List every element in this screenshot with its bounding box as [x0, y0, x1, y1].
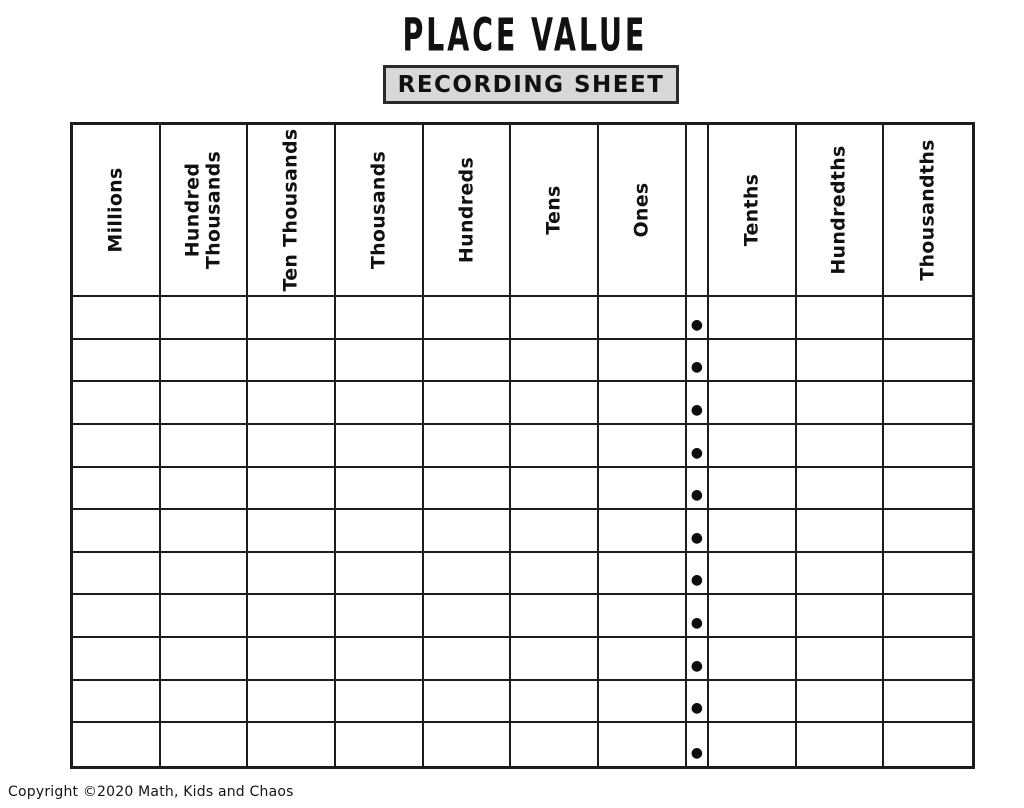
- decimal-point-cell: [687, 297, 709, 340]
- writing-cell-thousandths: [884, 681, 972, 724]
- writing-cell-millions: [73, 595, 161, 638]
- decimal-point-icon: ●: [690, 316, 703, 333]
- column-header-hundreds: [424, 125, 512, 297]
- writing-cell-thousandths: [884, 468, 972, 511]
- page-title-text: PLACE VALUE: [402, 10, 648, 63]
- subtitle-box: [383, 65, 679, 104]
- subtitle-label: RECORDING SHEET: [397, 71, 665, 98]
- decimal-point-cell: [687, 595, 709, 638]
- writing-cell-tenths: [709, 297, 797, 340]
- writing-cell-hundreds: [424, 595, 512, 638]
- writing-cell-tenths: [709, 595, 797, 638]
- column-header-hundred-thousands: [161, 125, 249, 297]
- decimal-point-cell: [687, 425, 709, 468]
- column-header-label: Ones: [630, 182, 653, 238]
- writing-cell-thousands: [336, 553, 424, 596]
- writing-cell-ones: [599, 595, 687, 638]
- decimal-point-cell: [687, 681, 709, 724]
- decimal-point-icon: ●: [690, 401, 703, 418]
- writing-cell-hundred-thousands: [161, 340, 249, 383]
- writing-cell-tenths: [709, 382, 797, 425]
- writing-cell-hundreds: [424, 553, 512, 596]
- writing-cell-thousands: [336, 723, 424, 766]
- writing-cell-thousands: [336, 297, 424, 340]
- writing-cell-millions: [73, 638, 161, 681]
- writing-cell-millions: [73, 382, 161, 425]
- writing-cell-hundredths: [797, 425, 885, 468]
- writing-cell-hundredths: [797, 595, 885, 638]
- column-header-thousands: [336, 125, 424, 297]
- writing-cell-tenths: [709, 340, 797, 383]
- writing-cell-ten-thousands: [248, 638, 336, 681]
- column-header-label: Millions: [104, 167, 127, 253]
- writing-cell-hundreds: [424, 425, 512, 468]
- writing-cell-ones: [599, 340, 687, 383]
- writing-cell-hundreds: [424, 510, 512, 553]
- writing-cell-thousandths: [884, 553, 972, 596]
- writing-cell-hundredths: [797, 468, 885, 511]
- writing-cell-hundred-thousands: [161, 638, 249, 681]
- writing-cell-hundreds: [424, 468, 512, 511]
- column-header-ten-thousands: [248, 125, 336, 297]
- column-header-hundredths: [797, 125, 885, 297]
- writing-cell-hundred-thousands: [161, 297, 249, 340]
- writing-cell-ten-thousands: [248, 425, 336, 468]
- decimal-point-icon: ●: [690, 572, 703, 589]
- writing-cell-ones: [599, 723, 687, 766]
- page-title: [0, 10, 1024, 63]
- writing-cell-millions: [73, 553, 161, 596]
- writing-cell-tens: [511, 510, 599, 553]
- writing-cell-ones: [599, 681, 687, 724]
- writing-cell-millions: [73, 510, 161, 553]
- writing-cell-thousands: [336, 425, 424, 468]
- writing-cell-ones: [599, 638, 687, 681]
- writing-cell-tens: [511, 638, 599, 681]
- decimal-point-column-header: [687, 125, 709, 297]
- writing-cell-tens: [511, 681, 599, 724]
- writing-cell-tens: [511, 468, 599, 511]
- decimal-point-icon: ●: [690, 700, 703, 717]
- writing-cell-tenths: [709, 638, 797, 681]
- writing-cell-ones: [599, 510, 687, 553]
- column-header-label: Thousandths: [916, 139, 939, 281]
- column-header-label: Thousands: [367, 150, 390, 270]
- writing-cell-ten-thousands: [248, 723, 336, 766]
- writing-cell-tens: [511, 595, 599, 638]
- writing-cell-millions: [73, 297, 161, 340]
- writing-cell-tenths: [709, 723, 797, 766]
- writing-cell-ones: [599, 468, 687, 511]
- writing-cell-hundredths: [797, 638, 885, 681]
- writing-cell-ones: [599, 297, 687, 340]
- writing-cell-hundredths: [797, 723, 885, 766]
- writing-cell-hundredths: [797, 681, 885, 724]
- column-header-label: Hundred Thousands: [181, 150, 225, 270]
- writing-cell-thousands: [336, 382, 424, 425]
- writing-cell-tens: [511, 553, 599, 596]
- writing-cell-thousands: [336, 468, 424, 511]
- writing-cell-millions: [73, 468, 161, 511]
- writing-cell-hundreds: [424, 681, 512, 724]
- writing-cell-hundreds: [424, 638, 512, 681]
- writing-cell-thousandths: [884, 340, 972, 383]
- writing-cell-thousands: [336, 681, 424, 724]
- decimal-point-cell: [687, 510, 709, 553]
- writing-cell-ten-thousands: [248, 681, 336, 724]
- column-header-ones: [599, 125, 687, 297]
- writing-cell-millions: [73, 723, 161, 766]
- writing-cell-ten-thousands: [248, 340, 336, 383]
- writing-cell-hundred-thousands: [161, 681, 249, 724]
- column-header-label: Hundredths: [827, 145, 850, 275]
- decimal-point-cell: [687, 340, 709, 383]
- decimal-point-icon: ●: [690, 657, 703, 674]
- writing-cell-tens: [511, 723, 599, 766]
- writing-cell-thousandths: [884, 595, 972, 638]
- writing-cell-hundredths: [797, 340, 885, 383]
- writing-cell-hundred-thousands: [161, 425, 249, 468]
- decimal-point-cell: [687, 638, 709, 681]
- writing-cell-hundredths: [797, 382, 885, 425]
- column-header-label: Hundreds: [455, 156, 478, 264]
- writing-cell-millions: [73, 681, 161, 724]
- decimal-point-cell: [687, 382, 709, 425]
- decimal-point-icon: ●: [690, 615, 703, 632]
- decimal-point-icon: ●: [690, 529, 703, 546]
- writing-cell-ten-thousands: [248, 382, 336, 425]
- writing-cell-hundredths: [797, 553, 885, 596]
- copyright-text: Copyright ©2020 Math, Kids and Chaos: [8, 784, 294, 800]
- decimal-point-cell: [687, 723, 709, 766]
- writing-cell-thousandths: [884, 723, 972, 766]
- writing-cell-ones: [599, 425, 687, 468]
- writing-cell-thousands: [336, 340, 424, 383]
- column-header-label: Ten Thousands: [279, 128, 302, 292]
- decimal-point-icon: ●: [690, 487, 703, 504]
- writing-cell-ten-thousands: [248, 510, 336, 553]
- writing-cell-tenths: [709, 468, 797, 511]
- writing-cell-millions: [73, 425, 161, 468]
- writing-cell-hundredths: [797, 297, 885, 340]
- column-header-tenths: [709, 125, 797, 297]
- writing-cell-tens: [511, 382, 599, 425]
- writing-cell-tenths: [709, 510, 797, 553]
- writing-cell-thousands: [336, 595, 424, 638]
- writing-cell-hundred-thousands: [161, 468, 249, 511]
- decimal-point-icon: ●: [690, 444, 703, 461]
- writing-cell-hundred-thousands: [161, 553, 249, 596]
- decimal-point-cell: [687, 468, 709, 511]
- writing-cell-thousandths: [884, 382, 972, 425]
- writing-cell-tens: [511, 340, 599, 383]
- writing-cell-tenths: [709, 425, 797, 468]
- column-header-millions: [73, 125, 161, 297]
- writing-cell-hundred-thousands: [161, 510, 249, 553]
- writing-cell-hundred-thousands: [161, 595, 249, 638]
- writing-cell-hundreds: [424, 382, 512, 425]
- column-header-thousandths: [884, 125, 972, 297]
- writing-cell-ten-thousands: [248, 595, 336, 638]
- writing-cell-hundreds: [424, 340, 512, 383]
- place-value-table: [70, 122, 975, 769]
- writing-cell-ten-thousands: [248, 468, 336, 511]
- writing-cell-ten-thousands: [248, 553, 336, 596]
- writing-cell-hundredths: [797, 510, 885, 553]
- decimal-point-icon: ●: [690, 745, 703, 761]
- writing-cell-hundreds: [424, 723, 512, 766]
- column-header-tens: [511, 125, 599, 297]
- writing-cell-ones: [599, 553, 687, 596]
- writing-cell-hundred-thousands: [161, 382, 249, 425]
- writing-cell-tenths: [709, 681, 797, 724]
- writing-cell-ten-thousands: [248, 297, 336, 340]
- writing-cell-thousandths: [884, 510, 972, 553]
- writing-cell-thousandths: [884, 425, 972, 468]
- decimal-point-cell: [687, 553, 709, 596]
- column-header-label: Tens: [542, 185, 565, 235]
- writing-cell-thousands: [336, 638, 424, 681]
- writing-cell-tenths: [709, 553, 797, 596]
- writing-cell-tens: [511, 297, 599, 340]
- writing-cell-hundreds: [424, 297, 512, 340]
- writing-cell-thousandths: [884, 638, 972, 681]
- writing-cell-hundred-thousands: [161, 723, 249, 766]
- writing-cell-thousandths: [884, 297, 972, 340]
- writing-cell-thousands: [336, 510, 424, 553]
- writing-cell-millions: [73, 340, 161, 383]
- writing-cell-ones: [599, 382, 687, 425]
- writing-cell-tens: [511, 425, 599, 468]
- column-header-label: Tenths: [740, 173, 763, 247]
- decimal-point-icon: ●: [690, 359, 703, 376]
